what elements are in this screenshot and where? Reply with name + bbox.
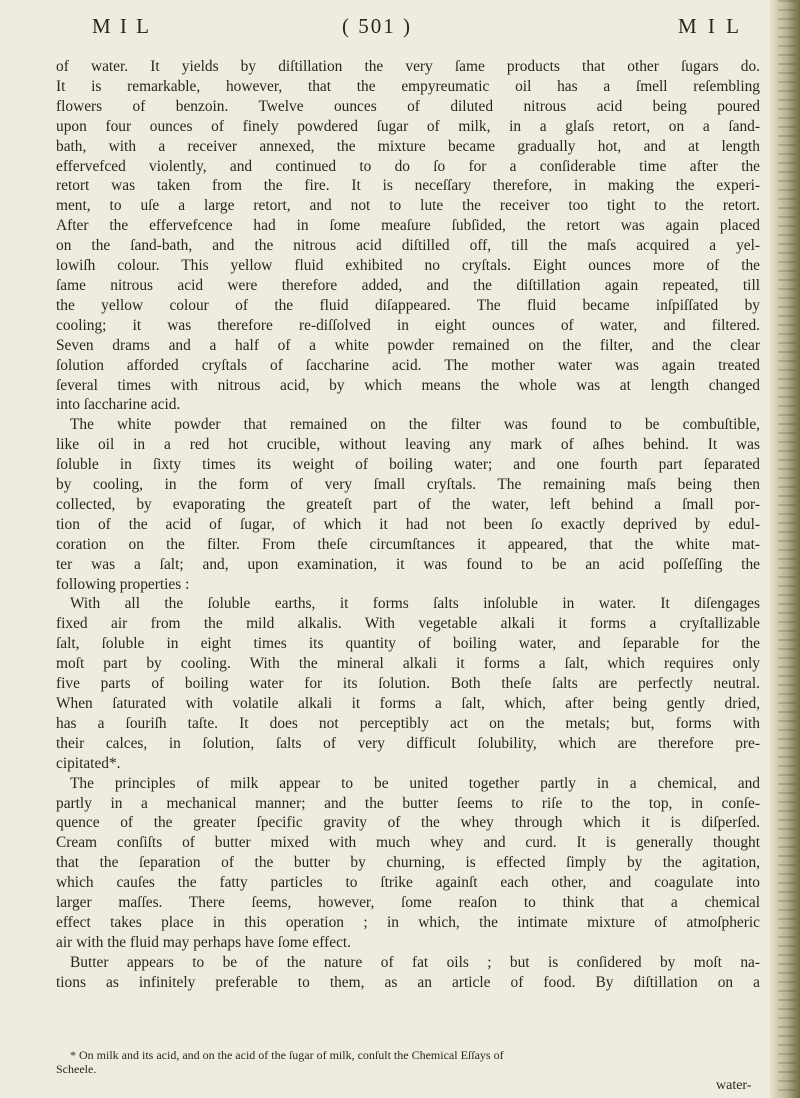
text-line: The white powder that remained on the filter was found to be combuſtible, xyxy=(70,416,760,434)
text-line: into ſaccharine acid. xyxy=(56,396,181,414)
text-line: flowers of benzoin. Twelve ounces of diluted nitrous acid being poured xyxy=(56,97,760,115)
text-line: of water. It yields by diſtillation the very ſame products that other ſugars do. xyxy=(56,58,760,75)
text-line: which cauſes the fatty particles to ſtrike againſt each other, and coagulate into xyxy=(56,874,760,892)
text-line: following properties : xyxy=(56,575,190,593)
text-line: upon four ounces of finely powdered ſugar of milk, in a glaſs retort, on a ſand- xyxy=(56,117,760,135)
text-line: ſoluble in ſixty times its weight of boiling water; and one fourth part ſeparated xyxy=(56,456,760,474)
header-right-title: M I L xyxy=(678,14,742,38)
text-line: After the effervefcence had in ſome meaſure ſubſided, the retort was again placed xyxy=(56,217,760,235)
text-line: collected, by evaporating the greateſt part of the water, left behind a ſmall por- xyxy=(56,495,760,513)
text-line: ſeveral times with nitrous acid, by which means the whole was at length changed xyxy=(56,376,760,394)
text-line: has a ſouriſh taſte. It does not perceptibly act on the metals; but, forms with xyxy=(56,714,760,732)
page-number: ( 501 ) xyxy=(342,14,412,38)
text-line: larger maſſes. There ſeems, however, ſome reaſon to think that a chemical xyxy=(56,894,760,912)
text-line: effervefced violently, and continued to do ſo for a conſiderable time after the xyxy=(56,157,760,175)
text-line: ſalt, ſoluble in eight times its quantity of boiling water, and ſeparable for the xyxy=(56,635,760,653)
text-line: The principles of milk appear to be united together partly in a chemical, and xyxy=(70,774,760,792)
text-line: ment, to uſe a large retort, and not to lute the receiver too tight to the retort. xyxy=(56,197,760,215)
text-line: their calces, in ſolution, ſalts of very difficult ſolubility, which are therefore pre- xyxy=(56,734,760,752)
text-line: With all the ſoluble earths, it forms ſalts inſoluble in water. It diſengages xyxy=(70,595,760,613)
text-line: partly in a mechanical manner; and the butter ſeems to riſe to the top, in conſe- xyxy=(56,794,760,812)
footnote-line: Scheele. xyxy=(56,1062,97,1076)
text-line: moſt part by cooling. With the mineral alkali it forms a ſalt, which requires only xyxy=(56,655,760,673)
text-line: by cooling, in the form of very ſmall cryſtals. The remaining maſs being then xyxy=(56,476,760,494)
text-line: bath, with a receiver annexed, the mixture became gradually hot, and at length xyxy=(56,137,760,155)
text-line: ter was a ſalt; and, upon examination, it was found to be an acid poſſeſſing the xyxy=(56,555,760,573)
text-line: coration on the filter. From theſe circumſtances it appeared, that the white mat- xyxy=(56,535,760,553)
text-line: that the ſeparation of the butter by churning, is effected ſimply by the agitation, xyxy=(56,854,760,872)
text-line: Seven drams and a half of a white powder remained on the filter, and the clear xyxy=(56,336,760,354)
running-header xyxy=(92,14,742,44)
text-line: retort was taken from the fire. It is neceſſary therefore, in making the experi- xyxy=(56,177,760,195)
text-line: Butter appears to be of the nature of fat oils ; but is conſidered by moſt na- xyxy=(70,953,760,971)
text-line: effect takes place in this operation ; in which, the intimate mixture of atmoſpheric xyxy=(56,913,760,931)
text-line: quence of the greater ſpecific gravity of the whey through which it is diſperſed. xyxy=(56,814,760,832)
text-line: cipitated*. xyxy=(56,754,121,772)
text-line: the yellow colour of the fluid diſappeared. The fluid became inſpiſſated by xyxy=(56,296,760,314)
text-line: cooling; it was therefore re-diſſolved in eight ounces of water, and filtered. xyxy=(56,316,760,334)
text-line: ſolution afforded cryſtals of ſaccharine acid. The mother water was again treated xyxy=(56,356,760,374)
text-line: air with the fluid may perhaps have ſome effect. xyxy=(56,933,352,951)
text-line: Cream conſiſts of butter mixed with much whey and curd. It is generally thought xyxy=(56,834,760,852)
text-line: tions as infinitely preferable to them, as an article of food. By diſtillation on a xyxy=(56,973,760,991)
catchword: water- xyxy=(716,1078,752,1093)
footnote-line: * On milk and its acid, and on the acid of the ſugar of milk, conſult the Chemical Eſſays of xyxy=(70,1048,504,1062)
text-line: ſame nitrous acid were therefore added, and the diſtillation again repeated, till xyxy=(56,276,760,294)
body-text xyxy=(56,57,760,993)
text-line: tion of the acid of ſugar, of which it had not been ſo exactly deprived by edul- xyxy=(56,515,760,533)
text-line: When ſaturated with volatile alkali it forms a ſalt, which, after being gently dried, xyxy=(56,695,760,712)
text-line: five parts of boiling water for its ſolution. Both theſe ſalts are perfectly neutral. xyxy=(56,675,760,693)
text-line: on the ſand-bath, and the nitrous acid diſtilled off, till the maſs acquired a yel- xyxy=(56,237,760,255)
text-line: fixed air from the mild alkalis. With vegetable alkali it forms a cryſtallizable xyxy=(56,615,760,633)
text-line: It is remarkable, however, that the empyreumatic oil has a ſmell reſembling xyxy=(56,77,760,95)
text-line: like oil in a red hot crucible, without leaving any mark of aſhes behind. It was xyxy=(56,436,760,454)
header-left-title: M I L xyxy=(92,14,151,38)
binding-edge xyxy=(778,0,796,1098)
footnote xyxy=(56,1048,760,1076)
text-line: lowiſh colour. This yellow fluid exhibited no cryſtals. Eight ounces more of the xyxy=(56,257,760,275)
